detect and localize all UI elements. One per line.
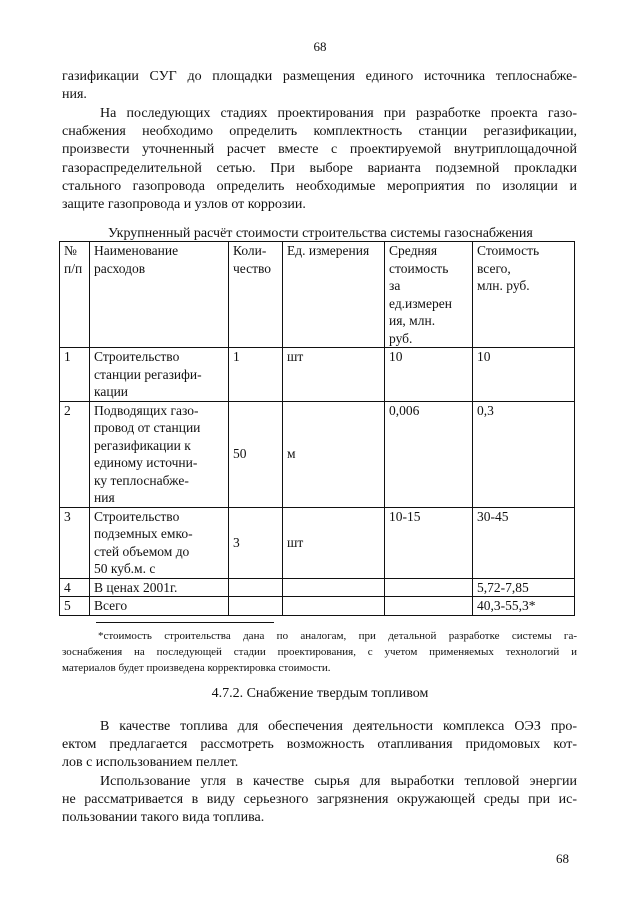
text-line: газификации СУГ до площадки размещения единого источника теплоснабже- [62, 69, 577, 84]
cell-num: 4 [60, 578, 90, 597]
header-line: Наименование [94, 243, 179, 258]
header-name [90, 242, 229, 348]
header-line: п/п [64, 260, 83, 276]
text-line: В качестве топлива для обеспечения деятельности комплекса ОЭЗ про- [100, 719, 577, 734]
table-caption: Укрупненный расчёт стоимости строительства системы газоснабжения [108, 226, 533, 241]
header-line: Средняя [389, 243, 438, 258]
text-line: лов с использованием пеллет. [62, 755, 239, 771]
page-number-top: 68 [313, 39, 327, 54]
cell-avg-cost [385, 597, 473, 616]
table-row [60, 348, 575, 402]
cell-qty [229, 578, 283, 597]
cell-name: Всего [90, 597, 229, 616]
cell-num: 2 [60, 401, 90, 507]
cell-num: 3 [60, 507, 90, 578]
cell-num: 1 [60, 348, 90, 402]
text-line: На последующих стадиях проектирования при разработке проекта газо- [100, 106, 577, 121]
cell-total-cost: 40,3-55,3* [473, 597, 575, 616]
cell-avg-cost: 10 [385, 348, 473, 402]
header-line: млн. руб. [477, 278, 530, 293]
footnote-line: материалов будет произведена корректировка стоимости. [62, 662, 331, 674]
page-number-bottom: 68 [556, 851, 569, 866]
text-line: защите газопровода и узлов от коррозии. [62, 197, 306, 213]
header-line: Стоимость [477, 243, 540, 258]
header-line: № [64, 243, 77, 258]
section-heading: 4.7.2. Снабжение твердым топливом [211, 686, 429, 701]
cell-unit [283, 578, 385, 597]
cell-total-cost: 30-45 [473, 507, 575, 578]
cell-total-cost: 5,72-7,85 [473, 578, 575, 597]
footnote-line: зоснабжения на последующей стадии проектирования, с учетом применяемых технологий и [62, 646, 577, 658]
text-line: ектом предлагается рассмотреть возможность отапливания придомовых кот- [62, 737, 577, 753]
text-line: не рассматривается в виду серьезного загрязнения окружающей среды при ис- [62, 792, 577, 808]
cell-unit: шт [283, 348, 385, 402]
footnote-line: *стоимость строительства дана по аналогам, при детальной разработке системы га- [98, 630, 577, 642]
header-line: всего, [477, 260, 511, 276]
cell-line: 50 куб.м. с [94, 561, 156, 576]
cell-unit: м [283, 401, 385, 507]
text-line: ния. [62, 87, 87, 103]
table-row [60, 578, 575, 597]
table-header-row [60, 242, 575, 348]
footnote [62, 628, 577, 676]
cell-unit: шт [283, 507, 385, 578]
cell-name: В ценах 2001г. [90, 578, 229, 597]
header-line: ия, млн. [389, 313, 436, 328]
cell-num: 5 [60, 597, 90, 616]
table-row [60, 597, 575, 616]
header-line: Ед. измерения [287, 243, 370, 258]
header-num [60, 242, 90, 348]
header-avg-cost [385, 242, 473, 348]
paragraph-fuel [62, 718, 577, 773]
cell-line: станции регазифи- [94, 366, 202, 382]
cost-table [59, 241, 575, 616]
cell-name [90, 507, 229, 578]
cell-avg-cost: 0,006 [385, 401, 473, 507]
cell-line: стей объемом до [94, 543, 190, 559]
cell-name [90, 348, 229, 402]
header-unit [283, 242, 385, 348]
cell-qty: 50 [229, 401, 283, 507]
text-line: произвести уточненный расчет вместе с проектируемой внутриплощадочной [62, 142, 577, 158]
cell-line: ния [94, 490, 115, 505]
header-line: за [389, 278, 401, 293]
paragraph-intro [62, 68, 577, 104]
cell-qty: 1 [229, 348, 283, 402]
cell-line: подземных емко- [94, 526, 193, 541]
header-line: руб. [389, 330, 413, 346]
header-line: Коли- [233, 243, 267, 258]
header-line: ед.измерен [389, 295, 452, 311]
cell-line: ку теплоснабже- [94, 472, 189, 488]
header-line: стоимость [389, 260, 449, 276]
cell-unit [283, 597, 385, 616]
paragraph-coal [62, 773, 577, 828]
paragraph-design-stages [62, 105, 577, 214]
cell-line: кации [94, 384, 129, 399]
text-line: стального газопровода определить необходимые мероприятия по изоляции и [62, 178, 577, 194]
cell-line: Строительство [94, 508, 180, 524]
text-line: снабжения необходимо определить комплектность станции регазификации, [62, 124, 577, 140]
cell-line: единому источни- [94, 455, 198, 470]
header-line: чество [233, 260, 272, 276]
table-row [60, 401, 575, 507]
header-qty [229, 242, 283, 348]
cell-total-cost: 10 [473, 348, 575, 402]
cell-qty: 3 [229, 507, 283, 578]
cell-line: провод от станции [94, 420, 201, 435]
text-line: газораспределительной сетью. При выборе варианта подземной прокладки [62, 160, 577, 176]
cell-total-cost: 0,3 [473, 401, 575, 507]
cell-name [90, 401, 229, 507]
table-row [60, 507, 575, 578]
header-total-cost [473, 242, 575, 348]
footnote-divider [96, 622, 274, 623]
text-line: Использование угля в качестве сырья для выработки тепловой энергии [100, 774, 577, 789]
header-line: расходов [94, 260, 146, 276]
cell-line: Строительство [94, 349, 180, 364]
cell-avg-cost: 10-15 [385, 507, 473, 578]
cell-line: регазификации к [94, 437, 191, 453]
cell-line: Подводящих газо- [94, 402, 199, 418]
text-line: пользовании такого вида топлива. [62, 810, 265, 826]
cell-qty [229, 597, 283, 616]
cell-avg-cost [385, 578, 473, 597]
